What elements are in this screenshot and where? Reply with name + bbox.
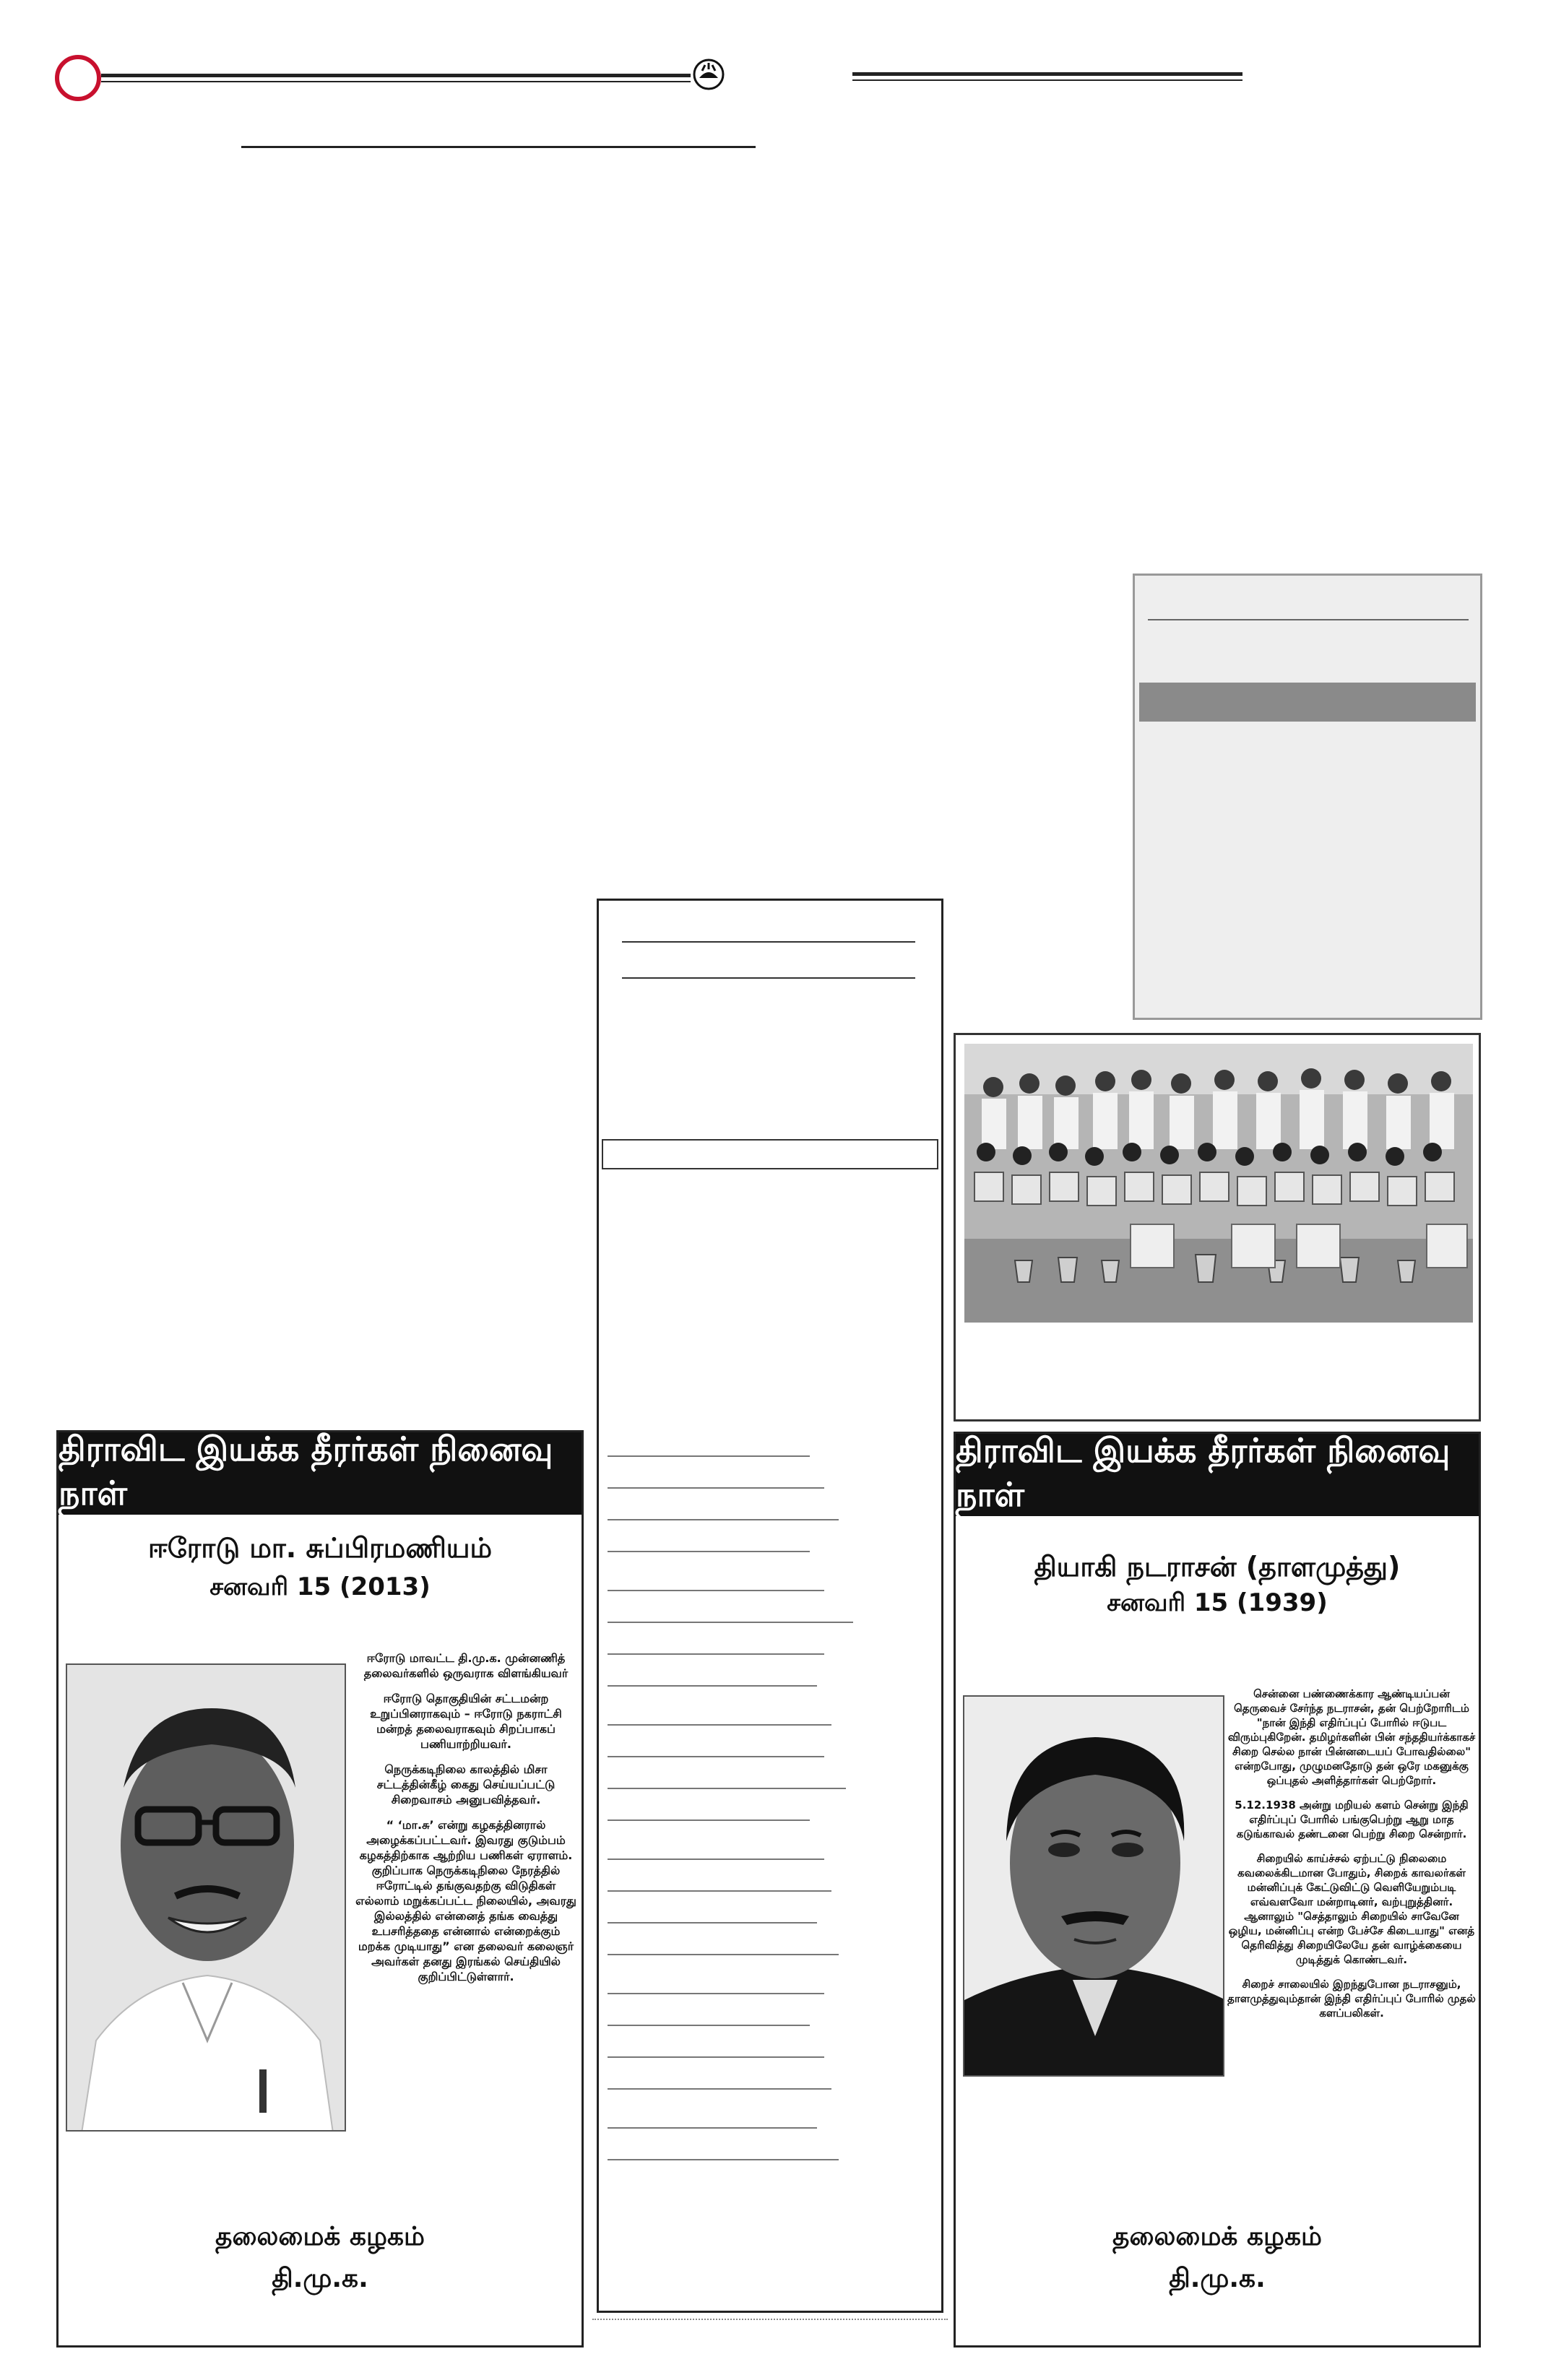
text-line — [608, 2025, 810, 2026]
right-ad-paragraph: சிறைச் சாலையில் இறந்துபோன நடராசனும், தாளமுத்துவும்தான் இந்தி எதிர்ப்புப் போரில் முதல் களப்பலிகள். — [1227, 1978, 1476, 2020]
center-bottom-dotted-rule — [592, 2319, 948, 2320]
right-ad-footer-line1: தலைமைக் கழகம் — [1112, 2222, 1322, 2251]
left-ad-bio — [355, 1650, 577, 1994]
photo-box — [954, 1033, 1481, 1421]
right-portrait — [963, 1695, 1224, 2077]
left-ad-footer-line1: தலைமைக் கழகம் — [215, 2222, 425, 2251]
right-ad-name: தியாகி நடராசன் (தாளமுத்து) — [1034, 1551, 1401, 1583]
page-marker-circle — [55, 55, 101, 101]
masthead-rule-left-thin — [101, 81, 691, 82]
group-photo — [964, 1044, 1473, 1323]
masthead-rule-left — [101, 74, 691, 77]
text-line — [608, 1858, 824, 1860]
text-line — [608, 1455, 810, 1457]
text-line — [608, 1653, 824, 1655]
info-panel-band — [1139, 683, 1476, 722]
left-memorial-ad — [56, 1430, 584, 2347]
center-rule-2 — [622, 977, 915, 979]
text-line — [608, 1756, 824, 1757]
left-ad-paragraph: “ ‘மா.சு’ என்று கழகத்தினரால் அழைக்கப்பட்டவர். இவரது குடும்பம் கழகத்திற்காக ஆற்றிய பணிகள் ஏராளம். குறிப்பாக நெருக்கடிநிலை நேரத்தில் ஈரோட்டில் தங்குவதற்கு விடுதிகள் எல்லாம் மறுக்கப்பட்ட நிலையில், அவரது இல்லத்தில் என்னைத் தங்க வைத்து உபசரித்ததை என்னால் என்றைக்கும் மறக்க முடியாது” என தலைவர் கலைஞர் அவர்கள் தனது இரங்கல் செய்தியில் குறிப்பிட்டுள்ளார். — [355, 1818, 576, 1983]
text-line — [608, 1724, 831, 1726]
text-line — [608, 1922, 817, 1924]
text-line — [608, 2056, 824, 2058]
left-ad-date: சனவரி 15 (2013) — [209, 1572, 431, 1601]
center-column — [597, 899, 943, 2313]
text-line — [608, 1890, 831, 1892]
text-line — [608, 1519, 839, 1520]
right-ad-header: திராவிட இயக்க தீரர்கள் நினைவு நாள் — [956, 1434, 1479, 1516]
text-line — [608, 1622, 853, 1623]
center-rule-1 — [622, 941, 915, 943]
masthead-rule-right-thin — [852, 79, 1242, 81]
text-line — [608, 1551, 810, 1552]
text-line — [608, 1685, 817, 1687]
text-line — [608, 1788, 846, 1789]
text-line — [608, 1954, 839, 1955]
right-memorial-ad — [954, 1432, 1481, 2347]
right-ad-date: சனவரி 15 (1939) — [1107, 1588, 1328, 1617]
right-ad-paragraph: சென்னை பண்ணைக்கார ஆண்டியப்பன் தெருவைச் சேர்ந்த நடராசன், தன் பெற்றோரிடம் "நான் இந்தி எதிர்ப்புப் போரில் ஈடுபட விரும்புகிறேன். தமிழர்களின் பின் சந்ததியர்க்காகச் சிறை செல்ல நான் பின்னடையப் போவதில்லை" என்றபோது, முழுமனதோடு தன் ஒரே மகனுக்கு ஒப்புதல் அளித்தார்கள் பெற்றோர். — [1227, 1687, 1476, 1787]
left-portrait — [66, 1663, 346, 2132]
text-line — [608, 1590, 824, 1591]
info-panel — [1133, 574, 1482, 1020]
center-subhead-box — [602, 1139, 938, 1169]
right-ad-paragraph: சிறையில் காய்ச்சல் ஏற்பட்டு நிலைமை கவலைக்கிடமான போதும், சிறைக் காவலர்கள் மன்னிப்புக் கேட்டுவிட்டு வெளியேறும்படி எவ்வளவோ மன்றாடினர், வற்புறுத்தினர். ஆனாலும் "செத்தாலும் சிறையில் சாவேனே ஒழிய, மன்னிப்பு என்ற பேச்சே கிடையாது" எனத் தெரிவித்து சிறையிலேயே தன் வாழ்க்கையை முடித்துக் கொண்டவர். — [1228, 1852, 1475, 1966]
text-line — [608, 2088, 831, 2090]
right-ad-paragraph: 5.12.1938 அன்று மறியல் களம் சென்று இந்தி எதிர்ப்புப் போரில் பங்குபெற்று ஆறு மாத கடுங்காவல் தண்டனை பெற்று சிறை சென்றார். — [1235, 1799, 1469, 1840]
right-ad-footer-line2: தி.மு.க. — [1169, 2264, 1266, 2293]
left-ad-name: ஈரோடு மா. சுப்பிரமணியம் — [147, 1532, 493, 1564]
left-ad-paragraph: ஈரோடு மாவட்ட தி.மு.க. முன்னணித் தலைவர்களில் ஒருவராக விளங்கியவர் — [363, 1651, 569, 1680]
left-ad-paragraph: நெருக்கடிநிலை காலத்தில் மிசா சட்டத்தின்கீழ் கைது செய்யப்பட்டு சிறைவாசம் அனுபவித்தவர். — [376, 1762, 556, 1806]
headline-rule — [241, 146, 756, 148]
left-ad-paragraph: ஈரோடு தொகுதியின் சட்டமன்ற உறுப்பினராகவும் – ஈரோடு நகராட்சி மன்றத் தலைவராகவும் சிறப்பாகப் பணியாற்றியவர். — [370, 1692, 562, 1751]
rising-sun-emblem-icon — [692, 58, 725, 91]
text-line — [608, 1819, 810, 1821]
left-ad-footer-line2: தி.மு.க. — [272, 2264, 368, 2293]
right-ad-bio — [1227, 1687, 1476, 2030]
masthead-rule-right — [852, 72, 1242, 76]
text-line — [608, 2127, 817, 2129]
left-ad-header: திராவிட இயக்க தீரர்கள் நினைவு நாள் — [59, 1432, 582, 1515]
info-panel-rule — [1148, 619, 1469, 620]
text-line — [608, 2159, 839, 2160]
text-line — [608, 1993, 824, 1994]
text-line — [608, 1487, 824, 1489]
